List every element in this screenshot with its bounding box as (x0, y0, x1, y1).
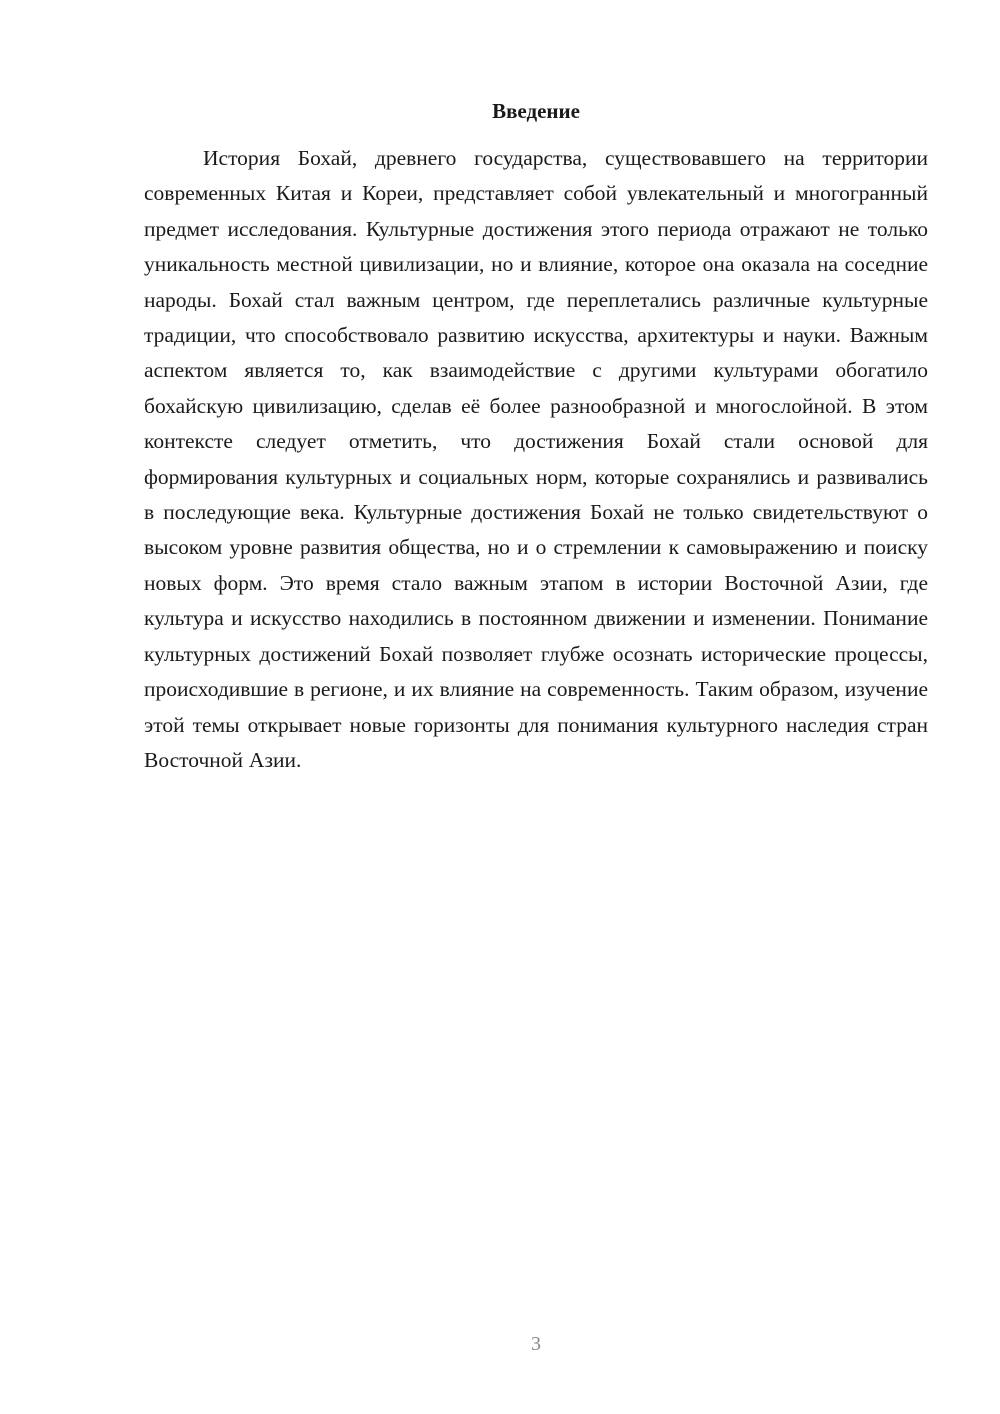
body-paragraph: История Бохай, древнего государства, существовавшего на территории современных Китая и Кореи, представляет собой увлекательный и многогранный предмет исследования. Культурные достижения этого периода отражают не только уникальность местной цивилизации, но и влияние, которое она оказала на соседние народы. Бохай стал важным центром, где переплетались различные культурные традиции, что способствовало развитию искусства, архитектуры и науки. Важным аспектом является то, как взаимодействие с другими культурами обогатило бохайскую цивилизацию, сделав её более разнообразной и многослойной. В этом контексте следует отметить, что достижения Бохай стали основой для формирования культурных и социальных норм, которые сохранялись и развивались в последующие века. Культурные достижения Бохай не только свидетельствуют о высоком уровне развития общества, но и о стремлении к самовыражению и поиску новых форм. Это время стало важным этапом в истории Восточной Азии, где культура и искусство находились в постоянном движении и изменении. Понимание культурных достижений Бохай позволяет глубже осознать исторические процессы, происходившие в регионе, и их влияние на современность. Таким образом, изучение этой темы открывает новые горизонты для понимания культурного наследия стран Восточной Азии. (144, 146, 928, 772)
page-number: 3 (531, 1333, 541, 1355)
section-heading: Введение (492, 99, 580, 123)
